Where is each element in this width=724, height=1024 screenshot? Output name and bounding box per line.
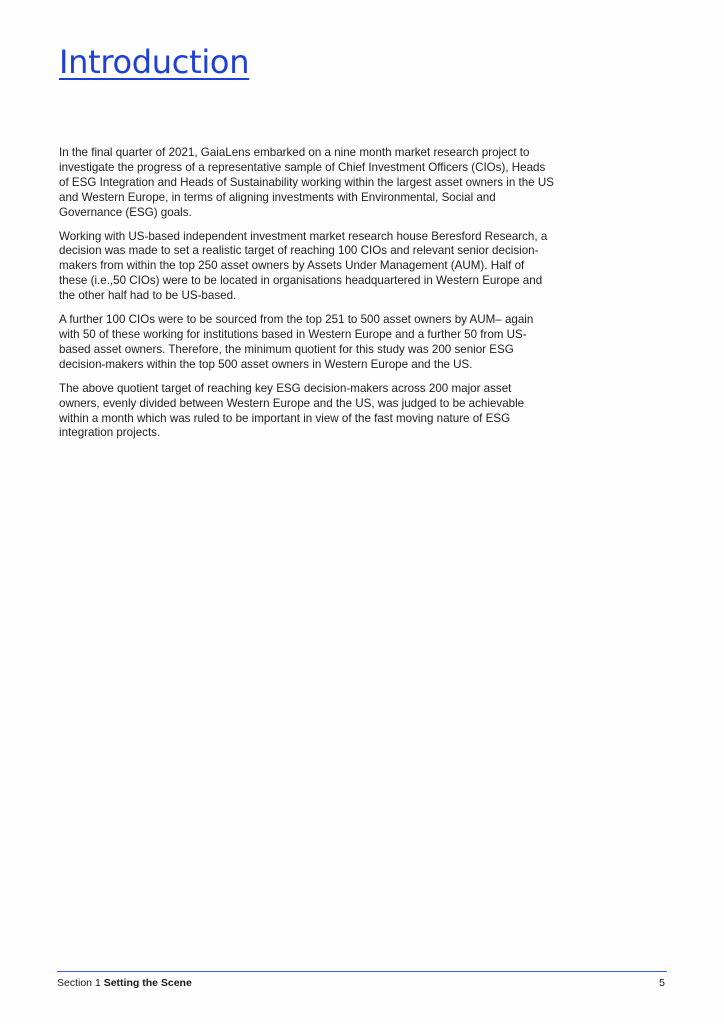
footer-section-label: Section 1 — [57, 977, 101, 989]
paragraph-1: In the final quarter of 2021, GaiaLens embarked on a nine month market research project to investigate the progress of a representative sample of Chief Investment Officers (CIOs), Heads of ESG Integration and Heads of Sustainability working within the largest asset owners in the US and Western Europe, in terms of aligning investments with Environmental, Social and Governance (ESG) goals. — [59, 146, 554, 219]
body-text — [59, 146, 555, 450]
footer-divider — [57, 971, 667, 972]
footer-section — [57, 977, 192, 989]
page-title: Introduction — [59, 43, 250, 81]
page-number: 5 — [659, 977, 665, 989]
paragraph-3: A further 100 CIOs were to be sourced from the top 251 to 500 asset owners by AUM– again with 50 of these working for institutions based in Western Europe and a further 50 from US-based asset owners. Therefore, the minimum quotient for this study was 200 senior ESG decision-makers within the top 500 asset owners in Western Europe and the US. — [59, 313, 534, 371]
paragraph-4: The above quotient target of reaching key ESG decision-makers across 200 major asset owners, evenly divided between Western Europe and the US, was judged to be achievable within a month which was ruled to be important in view of the fast moving nature of ESG integration projects. — [59, 381, 525, 440]
footer-section-name: Setting the Scene — [103, 977, 192, 989]
paragraph-2: Working with US-based independent investment market research house Beresford Research, a decision was made to set a realistic target of reaching 100 CIOs and relevant senior decision-makers from within the top 250 asset owners by Assets Under Management (AUM). Half of these (i.e.,50 CIOs) were to be located in organisations headquartered in Western Europe and the other half had to be US-based. — [59, 229, 548, 303]
